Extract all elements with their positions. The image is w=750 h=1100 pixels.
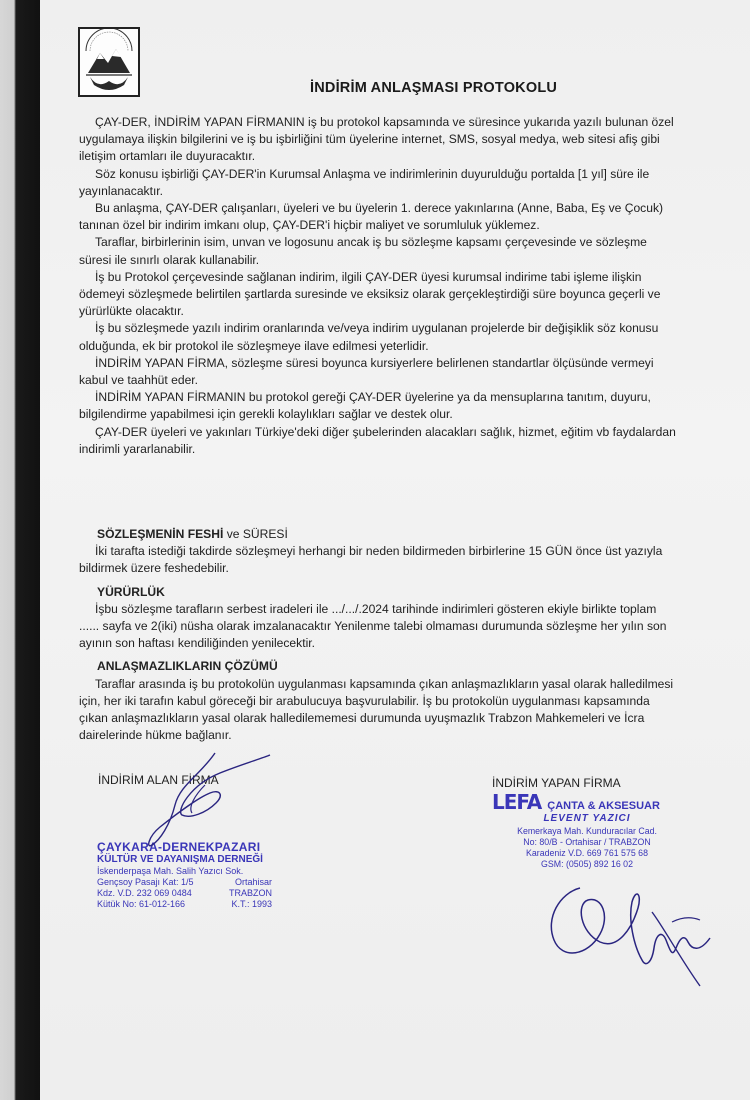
cay-der-logo (78, 27, 140, 97)
stamp-left-line6a: Kütük No: 61-012-166 (97, 899, 186, 909)
stamp-owner: LEVENT YAZICI (543, 813, 631, 824)
stamp-left-line4a: Gençsoy Pasajı Kat: 1/5 (97, 877, 194, 887)
company-stamp (492, 790, 682, 870)
stamp-left-line5a: Kdz. V.D. 232 069 0484 (97, 888, 192, 898)
stamp-left-line1: ÇAYKARA-DERNEKPAZARI (97, 840, 261, 854)
stamp-right-line1: Kemerkaya Mah. Kunduracılar Cad. (517, 826, 657, 836)
providing-firm-label: İNDİRİM YAPAN FİRMA (492, 776, 621, 790)
stamp-shop: ÇANTA & AKSESUAR (547, 800, 660, 812)
stamp-left-line4b: Ortahisar (234, 877, 272, 887)
paragraph-2: Söz konusu işbirliği ÇAY-DER'in Kurumsal Anlaşma ve indirimlerinin duyurulduğu portalda [1 yıl] süre ile yayınlanacaktır. (79, 166, 650, 198)
section-text-termination: İki tarafta istediği takdirde sözleşmeyi herhangi bir neden bildirmeden birbirlerine 15 GÜN önce üst yazıyla bildirmek üzere feshedebilir. (79, 544, 663, 576)
stamp-brand: LEFA (492, 790, 542, 814)
protocol-sections (79, 526, 679, 744)
paragraph-3: Bu anlaşma, ÇAY-DER çalışanları, üyeleri ve bu üyelerin 1. derece yakınlarına (Anne, Baba, Eş ve Çocuk) tanınan özel bir indirim imkanı olup, ÇAY-DER'i hiçbir maliyet ve sorumluluk yüklemez. (79, 201, 664, 233)
stamp-left-line6b: K.T.: 1993 (231, 899, 272, 909)
document-title: İNDİRİM ANLAŞMASI PROTOKOLU (310, 80, 558, 96)
receiving-firm-label: İNDİRİM ALAN FİRMA (98, 773, 219, 787)
stamp-left-line2: KÜLTÜR VE DAYANIŞMA DERNEĞİ (97, 854, 263, 865)
stamp-left-line5b: TRABZON (228, 888, 272, 898)
section-text-disputes: Taraflar arasında iş bu protokolün uygulanması kapsamında çıkan anlaşmazlıkların yasal olarak halledilmesi için, her iki tarafın kabul göreceği bir arabulucuya başvurulabilir. İş bu protokolün uygulanması kapsamında çıkan anlaşmazlıkların yasal olarak halledilememesi durumunda uyuşmazlık Trabzon Mahkemeleri ve İcra dairelerinde hükme bağlanır. (79, 676, 674, 743)
paragraph-7: İNDİRİM YAPAN FİRMA, sözleşme süresi boyunca kursiyerlere belirlenen standartlar ölçüsünde vermeyi kabul ve taahhüt eder. (79, 355, 654, 388)
stamp-right-line3: Karadeniz V.D. 669 761 575 68 (526, 848, 648, 858)
paragraph-5: İş bu Protokol çerçevesinde sağlanan indirim, ilgili ÇAY-DER üyesi kurumsal indirime tabi işleme ilişkin ödemeyi sözleşmede belirtilen şartlarda suresinde ve eksiksiz olarak gerçekleştirdiği süre boyunca geçerli ve yürürlükte olacaktır. (79, 269, 661, 319)
paragraph-1: ÇAY-DER, İNDİRİM YAPAN FİRMANIN iş bu protokol kapsamında ve süresince yukarıda yazılı bulunan özel uygulamaya ilişkin bilgilerini ve iş bu işbirliğini tüm üyelerine internet, SMS, sosyal medya, web sitesi afiş gibi iletişim ortamları ile duyuracaktır. (79, 115, 674, 164)
protocol-body (79, 114, 679, 458)
paragraph-8: İNDİRİM YAPAN FİRMANIN bu protokol gereği ÇAY-DER üyelerine ya da mensuplarına tanıtım, duyuru, bilgilendirme yapabilmesi için gerekli kolaylıkları sağlar ve destek olur. (79, 390, 651, 422)
logo-graphic-icon (80, 29, 138, 95)
scan-left-edge (0, 0, 40, 1100)
section-text-validity: İşbu sözleşme tarafların serbest iradeleri ile .../.../.2024 tarihinde indirimleri gösteren ekiyle birlikte toplam ...... sayfa ve 2(iki) nüsha olarak imzalanacaktır Yenilenme talebi olmaması durumunda sözleşme her yılın son ayının son haftası kendiliğinden yenilecektir. (79, 601, 667, 651)
stamp-right-line2: No: 80/B - Ortahisar / TRABZON (523, 837, 651, 847)
stamp-right-line4: GSM: (0505) 892 16 02 (541, 859, 633, 869)
section-heading-validity: YÜRÜRLÜK (97, 584, 165, 599)
stamp-left-line3: İskenderpaşa Mah. Salih Yazıcı Sok. (97, 866, 244, 876)
paragraph-6: İş bu sözleşmede yazılı indirim oranlarında ve/veya indirim uygulanan projelerde bir değişiklik söz konusu olduğunda, ek bir protokol ile sözleşmeye ilave edilmesi yeterlidir. (79, 321, 659, 353)
association-stamp (97, 840, 272, 910)
section-heading-disputes: ANLAŞMAZLIKLARIN ÇÖZÜMÜ (97, 659, 278, 674)
paragraph-4: Taraflar, birbirlerinin isim, unvan ve logosunu ancak iş bu sözleşme kapsamı çerçevesinde ve sözleşme süresi ile sınırlı olarak kullanabilir. (79, 235, 647, 267)
paragraph-9: ÇAY-DER üyeleri ve yakınları Türkiye'deki diğer şubelerinden alacakları sağlık, hizmet, eğitim vb faydalardan indirimli yararlanabilir. (79, 424, 676, 456)
section-heading-termination: SÖZLEŞMENİN FESHİ ve SÜRESİ (97, 527, 288, 541)
